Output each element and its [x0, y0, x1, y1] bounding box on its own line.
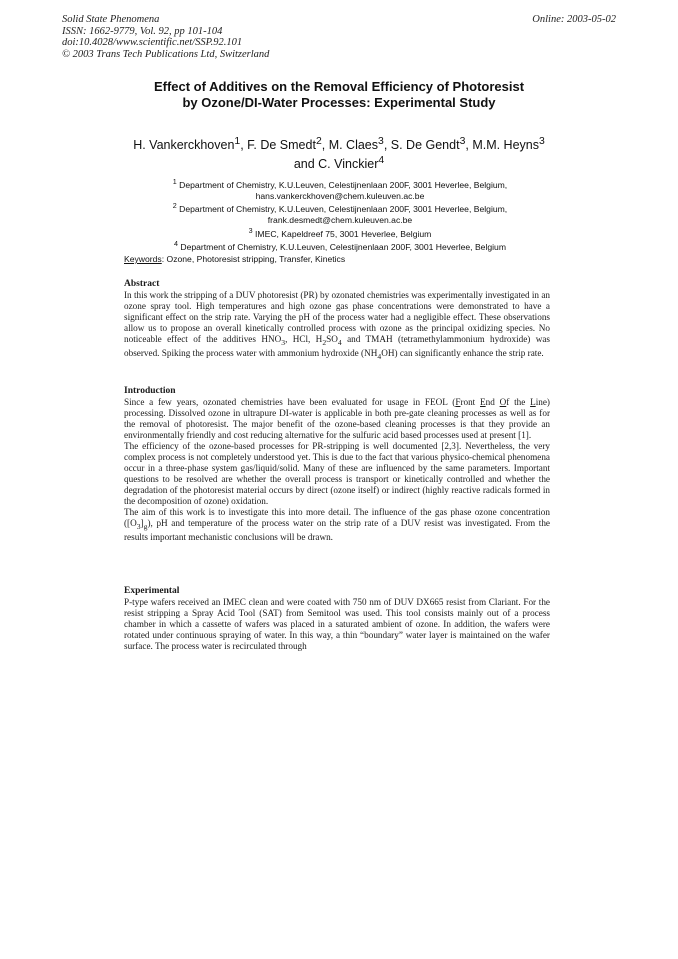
- text-run: ront: [460, 397, 481, 407]
- journal-doi: doi:10.4028/www.scientific.net/SSP.92.101: [62, 37, 243, 48]
- text-run: L: [530, 397, 536, 407]
- title-line-2: by Ozone/DI-Water Processes: Experimental Study: [182, 95, 496, 110]
- affil-text: IMEC, Kapeldreef 75, 3001 Heverlee, Belgium: [255, 228, 432, 239]
- text-run: nd: [485, 397, 500, 407]
- affiliation-3: [115, 226, 565, 240]
- abstract-paragraph: [124, 290, 550, 362]
- subscript: 4: [377, 351, 382, 361]
- affiliation-1: [115, 177, 565, 191]
- abstract-heading: Abstract: [124, 279, 160, 289]
- author-name: H. Vankerckhoven: [133, 138, 235, 153]
- affil-number: 2: [172, 202, 177, 211]
- keywords-label: Keywords: [124, 254, 162, 264]
- affil-text: Department of Chemistry, K.U.Leuven, Celestijnenlaan 200F, 3001 Heverlee, Belgium: [180, 241, 506, 252]
- author-affil-mark: 2: [315, 136, 322, 147]
- experimental-section: [124, 586, 550, 652]
- keywords: [124, 254, 554, 264]
- introduction-heading: Introduction: [124, 386, 176, 396]
- text-run: F: [455, 397, 461, 407]
- subscript: 2: [322, 337, 327, 347]
- text-run: and TMAH (tetramethylammonium hydroxide) was observed. Spiking the process water with ammonium hydroxide (NH: [124, 334, 551, 358]
- text-run: O: [499, 397, 507, 407]
- text-run: In this work the stripping of a DUV photoresist (PR) by ozonated chemistries was experimentally investigated in an ozone spray tool. High temperatures and high ozone gas phase concentrations were demonstrated to have a significant effect on the strip rate. Varying the pH of the process water had a negligible effect. These observations allow us to propose an overall kinetically controlled process with ozone as the principal oxidizing species. No noticeable effect of the additives HNO: [124, 290, 550, 344]
- keywords-text: : Ozone, Photoresist stripping, Transfer, Kinetics: [161, 254, 346, 264]
- author-line-2: [90, 153, 588, 172]
- text-run: OH) can significantly enhance the strip rate.: [381, 347, 544, 358]
- paper-title: [100, 79, 578, 111]
- affiliation-2-email: frank.desmedt@chem.kuleuven.ac.be: [267, 214, 413, 225]
- author-line-1: H. Vankerckhoven$^1$, F. De Smedt$^2$, M. Claes$^3$, S. De Gendt$^3$, M.M. Heyns$^3$: [133, 136, 545, 153]
- journal-name: Solid State Phenomena: [62, 14, 160, 25]
- author-affil-mark: 3: [378, 136, 384, 147]
- affil-number: 4: [174, 240, 178, 249]
- text-run: f the: [506, 397, 531, 407]
- text-run: The aim of this work is to investigate this into more detail. The influence of the gas phase ozone concentration ([O: [124, 507, 550, 528]
- online-date: Online: 2003-05-02: [532, 14, 616, 25]
- author-list: [90, 134, 588, 172]
- intro-paragraph-3: [124, 507, 550, 543]
- intro-paragraph-1: [124, 397, 550, 441]
- author-affil-mark: 4: [378, 155, 385, 167]
- text-run: E: [480, 397, 486, 407]
- title-line-1: Effect of Additives on the Removal Efficiency of Photoresist: [153, 79, 525, 94]
- affil-number: 3: [248, 226, 253, 235]
- subscript: 3: [136, 521, 141, 531]
- affiliation-1-email: hans.vankerckhoven@chem.kuleuven.ac.be: [255, 190, 425, 201]
- author-name: S. De Gendt: [390, 138, 460, 153]
- author-affil-mark: 3: [459, 136, 466, 147]
- text-run: , HCl, H: [285, 334, 323, 344]
- intro-paragraph-2: The efficiency of the ozone-based processes for PR-stripping is well documented [2,3]. Nevertheless, the very complex process is not completely understood yet. This is due to the fact that various physico-chemical phenomena occur in a three-phase system gas/liquid/solid. Many of these are influenced by the same parameters. Important questions to be resolved are whether the overall process is transport or kinetically controlled and whether the degradation of the photoresist material occurs by direct (ozone itself) or indirect (highly reactive radicals formed in the decomposition of ozone) oxidation.: [124, 441, 550, 506]
- author-affil-mark: 3: [539, 136, 545, 147]
- affiliation-4: [115, 239, 565, 253]
- text-run: ), pH and temperature of the process water on the strip rate of a DUV resist was investigated. From the results important mechanistic conclusions will be drawn.: [124, 518, 550, 542]
- affiliations: [115, 177, 565, 253]
- experimental-paragraph: P-type wafers received an IMEC clean and were coated with 750 nm of DUV DX665 resist from Clariant. For the resist stripping a Spray Acid Tool (SAT) from Semitool was used. This tool consists mainly out of a process chamber in which a cassette of wafers was placed in a saturated ambient of ozone. In addition, the wafers were rotated under continuous spraying of water. In this way, a thin “boundary” water layer is maintained on the wafer surface. The process water is recirculated through: [124, 597, 550, 651]
- subscript: 4: [337, 337, 342, 347]
- text-run: ]: [140, 518, 144, 528]
- affil-text: Department of Chemistry, K.U.Leuven, Celestijnenlaan 200F, 3001 Heverlee, Belgium,: [179, 179, 508, 190]
- subscript: g: [143, 521, 148, 531]
- text-run: ine) processing. Dissolved ozone in ultrapure DI-water is applicable in both pre-gate cleaning processes as well as for the removal of photoresist. The major benefit of the ozone-based cleaning processes is that they provide an environmentally friendly and cost reducing alternative for the sulfuric acid based processes used at present [1].: [124, 397, 550, 440]
- affiliation-2: [115, 201, 565, 215]
- text-run: Since a few years, ozonated chemistries have been evaluated for usage in FEOL (: [124, 397, 456, 407]
- journal-issn: ISSN: 1662-9779, Vol. 92, pp 101-104: [62, 25, 223, 37]
- text-run: SO: [326, 334, 338, 344]
- abstract-section: [124, 279, 550, 362]
- author-affil-mark: 1: [234, 136, 241, 147]
- affil-text: Department of Chemistry, K.U.Leuven, Celestijnenlaan 200F, 3001 Heverlee, Belgium,: [179, 204, 508, 215]
- author-name: M. Claes: [328, 138, 379, 153]
- author-name: F. De Smedt: [247, 138, 316, 153]
- experimental-heading: Experimental: [124, 586, 180, 596]
- affil-number: 1: [172, 178, 177, 186]
- journal-copyright: © 2003 Trans Tech Publications Ltd, Switzerland: [62, 48, 270, 60]
- subscript: 3: [281, 337, 286, 347]
- author-name: M.M. Heyns: [472, 138, 539, 153]
- author-name: and C. Vinckier: [293, 157, 379, 172]
- introduction-section: [124, 386, 550, 543]
- journal-header: [62, 14, 269, 60]
